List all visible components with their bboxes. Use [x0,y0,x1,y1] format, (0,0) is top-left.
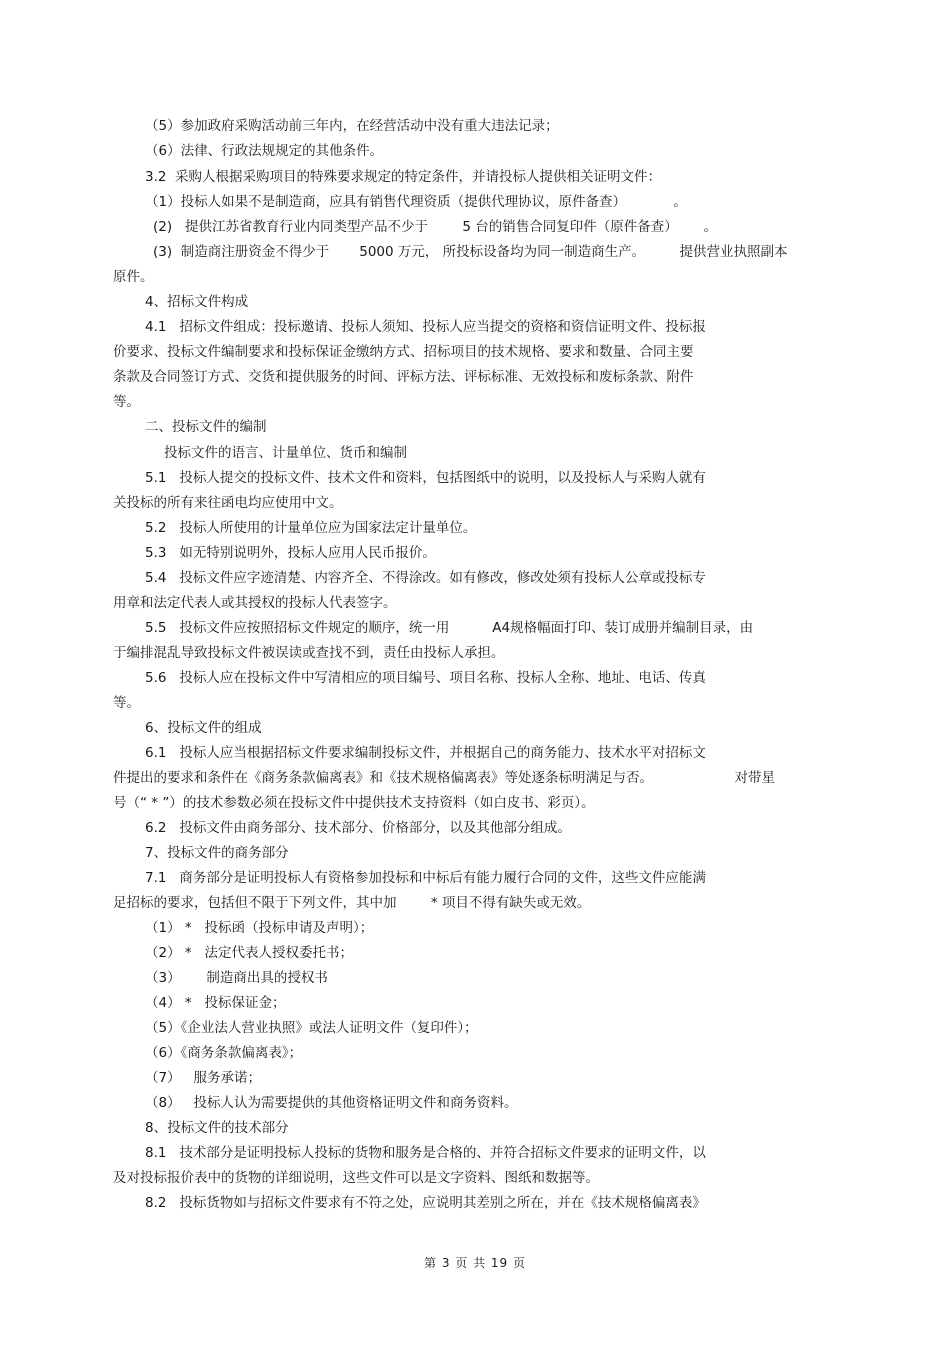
text-line: 等。 [113,695,140,711]
text-line: （1）投标人如果不是制造商，应具有销售代理资质（提供代理协议，原件备查） 。 [145,194,687,210]
list-item: （8） 投标人认为需要提供的其他资格证明文件和商务资料。 [145,1095,518,1111]
text-line: （6）法律、行政法规规定的其他条件。 [145,143,384,159]
section-clause: 8.2 投标货物如与招标文件要求有不符之处，应说明其差别之所在，并在《技术规格偏离表》 [145,1195,706,1211]
text-line: （5）参加政府采购活动前三年内，在经营活动中没有重大违法记录； [145,118,559,134]
section-clause: 5.4 投标文件应字迹清楚、内容齐全、不得涂改。如有修改，修改处须有投标人公章或投标专 [145,570,706,586]
section-clause: 5.3 如无特别说明外，投标人应用人民币报价。 [145,545,436,561]
text-line: 价要求、投标文件编制要求和投标保证金缴纳方式、招标项目的技术规格、要求和数量、合同主要 [113,344,694,360]
text-line: 用章和法定代表人或其授权的投标人代表签字。 [113,595,397,611]
section-clause: 5.5 投标文件应按照招标文件规定的顺序，统一用 A4规格幅面打印、装订成册并编制目录，由 [145,620,754,636]
section-clause: 8.1 技术部分是证明投标人投标的货物和服务是合格的、并符合招标文件要求的证明文件，以 [145,1145,706,1161]
section-clause: 7.1 商务部分是证明投标人有资格参加投标和中标后有能力履行合同的文件，这些文件应能满 [145,870,706,886]
list-item: （1） * 投标函（投标申请及声明）； [145,920,374,936]
text-line: (3) 制造商注册资金不得少于 5000 万元， 所投标设备均为同一制造商生产。 提供营业执照副本 [153,244,788,260]
text-line: 关投标的所有来往函电均应使用中文。 [113,495,343,511]
text-line: 件提出的要求和条件在《商务条款偏离表》和《技术规格偏离表》等处逐条标明满足与否。 对带星 [113,770,776,786]
section-heading: 8、投标文件的技术部分 [145,1120,289,1136]
section-heading: 4、招标文件构成 [145,294,249,310]
text-line: (2) 提供江苏省教育行业内同类型产品不少于 5 台的销售合同复印件（原件备查） 。 [153,219,717,235]
text-line: 原件。 [113,269,154,285]
list-item: （6）《商务条款偏离表》； [145,1045,303,1061]
list-item: （5）《企业法人营业执照》或法人证明文件（复印件）； [145,1020,478,1036]
section-heading: 二、投标文件的编制 [145,419,267,435]
list-item: （3） 制造商出具的授权书 [145,970,328,986]
text-line: 条款及合同签订方式、交货和提供服务的时间、评标方法、评标标准、无效投标和废标条款、附件 [113,369,694,385]
section-clause: 4.1 招标文件组成：投标邀请、投标人须知、投标人应当提交的资格和资信证明文件、投标报 [145,319,706,335]
section-clause: 3.2 采购人根据采购项目的特殊要求规定的特定条件，并请投标人提供相关证明文件： [145,169,662,185]
text-line: 等。 [113,394,140,410]
text-line: 号（“ * ”）的技术参数必须在投标文件中提供技术支持资料（如白皮书、彩页）。 [113,795,595,811]
text-line: 足招标的要求，包括但不限于下列文件，其中加 * 项目不得有缺失或无效。 [113,895,591,911]
section-clause: 6.2 投标文件由商务部分、技术部分、价格部分，以及其他部分组成。 [145,820,571,836]
section-clause: 5.2 投标人所使用的计量单位应为国家法定计量单位。 [145,520,477,536]
text-line: 及对投标报价表中的货物的详细说明，这些文件可以是文字资料、图纸和数据等。 [113,1170,599,1186]
section-clause: 5.1 投标人提交的投标文件、技术文件和资料，包括图纸中的说明，以及投标人与采购人就有 [145,470,706,486]
subsection-heading: 投标文件的语言、计量单位、货币和编制 [164,445,407,461]
section-heading: 6、投标文件的组成 [145,720,262,736]
section-heading: 7、投标文件的商务部分 [145,845,289,861]
text-line: 于编排混乱导致投标文件被误读或查找不到，责任由投标人承担。 [113,645,505,661]
list-item: （4） * 投标保证金； [145,995,286,1011]
list-item: （7） 服务承诺； [145,1070,261,1086]
section-clause: 6.1 投标人应当根据招标文件要求编制投标文件，并根据自己的商务能力、技术水平对招标文 [145,745,706,761]
list-item: （2） * 法定代表人授权委托书； [145,945,354,961]
page-footer: 第 3 页 共 19 页 [424,1256,526,1270]
section-clause: 5.6 投标人应在投标文件中写清相应的项目编号、项目名称、投标人全称、地址、电话、传真 [145,670,706,686]
